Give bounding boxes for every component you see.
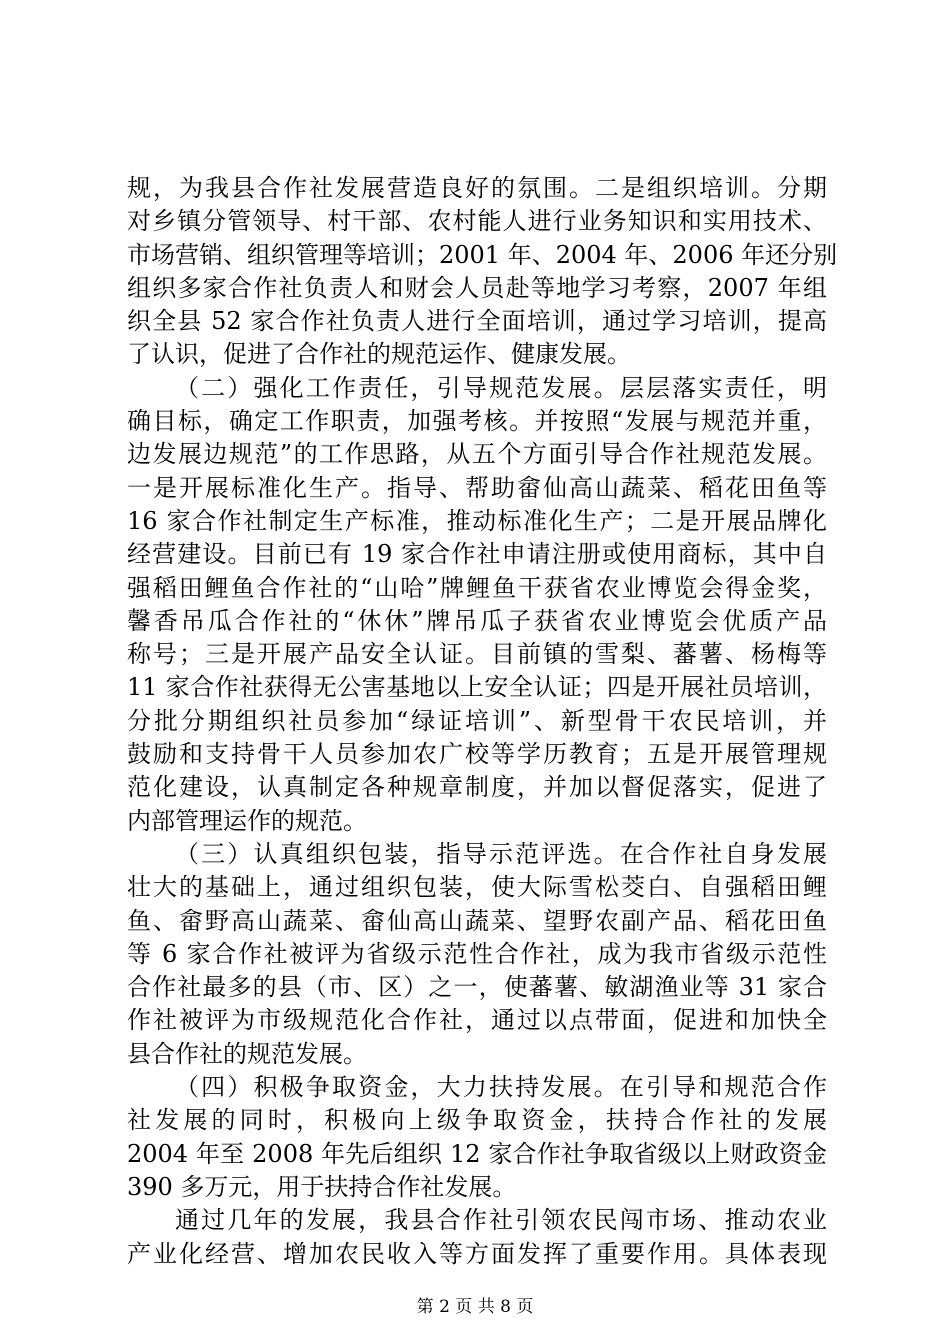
text-line: 确目标，确定工作职责，加强考核。并按照“发展与规范并重， xyxy=(127,407,827,436)
text-line: （三）认真组织包装，指导示范评选。在合作社自身发展 xyxy=(175,839,827,868)
text-line: 县合作社的规范发展。 xyxy=(127,1039,367,1068)
text-line: 11 家合作社获得无公害基地以上安全认证；四是开展社员培训， xyxy=(127,673,827,702)
text-line: 壮大的基础上，通过组织包装，使大际雪松茭白、自强稻田鲤 xyxy=(127,873,827,902)
text-line: 16 家合作社制定生产标准，推动标准化生产；二是开展品牌化 xyxy=(127,506,827,535)
text-line: 等 6 家合作社被评为省级示范性合作社，成为我市省级示范性 xyxy=(127,939,827,968)
text-line: （二）强化工作责任，引导规范发展。层层落实责任，明 xyxy=(175,373,827,402)
text-line: 鼓励和支持骨干人员参加农广校等学历教育；五是开展管理规 xyxy=(127,740,827,769)
text-line: 390 多万元，用于扶持合作社发展。 xyxy=(127,1172,517,1201)
text-line: 通过几年的发展，我县合作社引领农民闯市场、推动农业 xyxy=(175,1206,827,1235)
text-line: 2004 年至 2008 年先后组织 12 家合作社争取省级以上财政资金 xyxy=(127,1139,827,1168)
text-line: 称号；三是开展产品安全认证。目前镇的雪梨、蕃薯、杨梅等 xyxy=(127,640,827,669)
text-line: 合作社最多的县（市、区）之一，使蕃薯、敏湖渔业等 31 家合 xyxy=(127,973,827,1002)
text-line: 产业化经营、增加农民收入等方面发挥了重要作用。具体表现 xyxy=(127,1239,827,1268)
text-line: 范化建设，认真制定各种规章制度，并加以督促落实，促进了 xyxy=(127,773,827,802)
text-line: 强稻田鲤鱼合作社的“山哈”牌鲤鱼干获省农业博览会得金奖， xyxy=(127,573,827,602)
text-line: 了认识，促进了合作社的规范运作、健康发展。 xyxy=(127,340,631,369)
text-line: 对乡镇分管领导、村干部、农村能人进行业务知识和实用技术、 xyxy=(127,207,827,236)
text-line: 边发展边规范”的工作思路，从五个方面引导合作社规范发展。 xyxy=(127,440,827,469)
text-line: 内部管理运作的规范。 xyxy=(127,806,367,835)
text-line: 馨香吊瓜合作社的“休休”牌吊瓜子获省农业博览会优质产品 xyxy=(127,606,827,635)
text-line: 社发展的同时，积极向上级争取资金，扶持合作社的发展 xyxy=(127,1106,827,1135)
text-line: 作社被评为市级规范化合作社，通过以点带面，促进和加快全 xyxy=(127,1006,827,1035)
text-line: 经营建设。目前已有 19 家合作社申请注册或使用商标，其中自 xyxy=(127,540,827,569)
text-line: 鱼、畲野高山蔬菜、畲仙高山蔬菜、望野农副产品、稻花田鱼 xyxy=(127,906,827,935)
text-line: 一是开展标准化生产。指导、帮助畲仙高山蔬菜、稻花田鱼等 xyxy=(127,473,827,502)
page-footer: 第 2 页 共 8 页 xyxy=(416,1297,534,1317)
text-line: （四）积极争取资金，大力扶持发展。在引导和规范合作 xyxy=(175,1073,827,1102)
body-text xyxy=(127,172,838,1271)
text-line: 分批分期组织社员参加“绿证培训”、新型骨干农民培训，并 xyxy=(127,706,827,735)
text-line: 组织多家合作社负责人和财会人员赴等地学习考察，2007 年组 xyxy=(127,273,827,302)
text-line: 织全县 52 家合作社负责人进行全面培训，通过学习培训，提高 xyxy=(127,307,827,336)
text-line: 规，为我县合作社发展营造良好的氛围。二是组织培训。分期 xyxy=(127,174,827,202)
text-line: 市场营销、组织管理等培训；2001 年、2004 年、2006 年还分别 xyxy=(127,240,838,269)
